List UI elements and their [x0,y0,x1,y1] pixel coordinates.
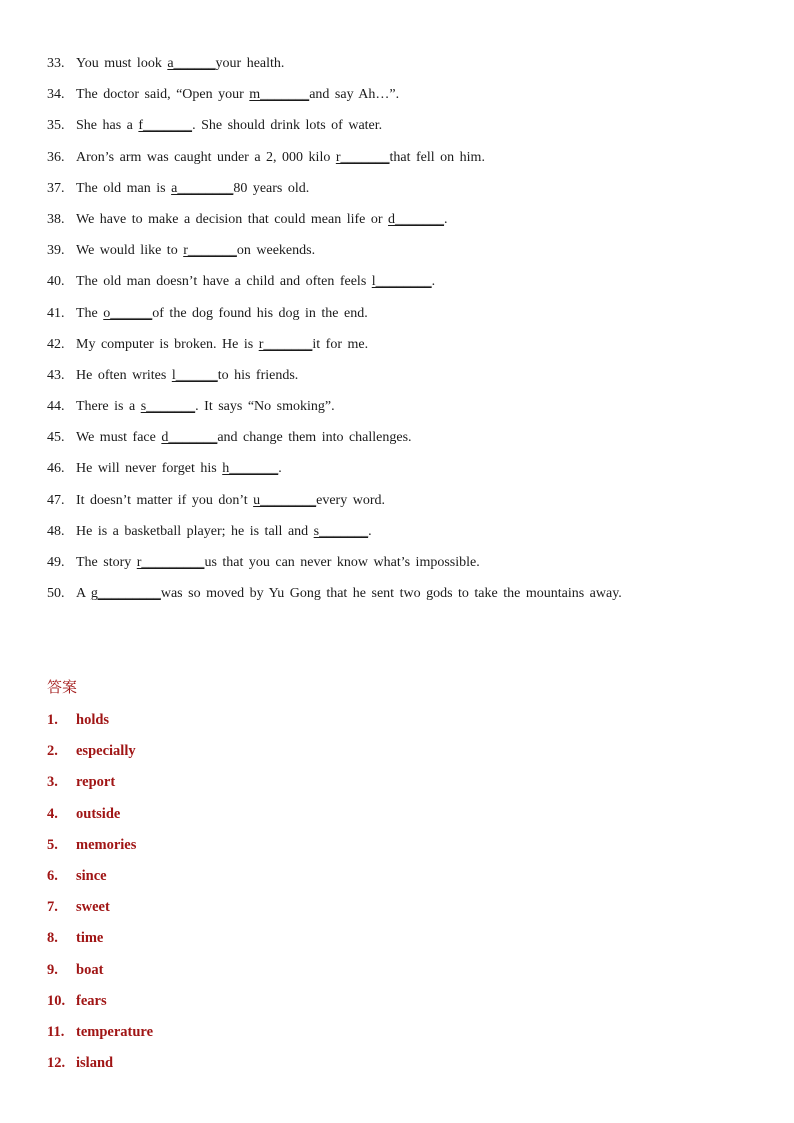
question-text-segment: The old man doesn’t have a child and often feels [76,274,372,290]
fill-in-blank: u________ [253,492,317,508]
answer-row [47,928,153,959]
question-text-segment: your health. [215,56,285,71]
question-number: 50. [47,586,65,602]
question-text-segment: We must face [76,430,162,446]
answer-number: 8. [47,930,58,947]
question-text-segment: it for me. [312,336,369,352]
question-text-segment: and change them into challenges. [217,430,412,446]
question-text-segment: . [368,523,372,539]
question-row [47,272,767,303]
answer-text: memories [76,836,137,853]
question-text-segment: There is a [76,399,141,415]
answer-number: 4. [47,805,58,822]
question-text-segment: . [444,211,448,227]
answer-row [47,741,153,772]
answer-number: 5. [47,836,58,853]
answer-text: temperature [76,1023,154,1040]
answer-text: time [76,930,104,947]
question-text-segment: was so moved by Yu Gong that he sent two gods to take the mountains away. [160,586,622,602]
question-text-segment: He is a basketball player; he is tall and [76,523,314,539]
question-text-segment: to his friends. [217,367,299,383]
question-row [47,241,767,272]
answer-row [47,804,153,835]
fill-in-blank: r_______ [183,243,237,259]
question-text-segment: He will never forget his [76,461,223,477]
question-row [47,54,767,85]
answer-number: 12. [47,1055,66,1072]
answer-row [47,710,153,741]
fill-in-blank: s_______ [140,399,196,415]
question-text-segment: She has a [76,118,139,134]
question-number: 40. [47,274,65,290]
question-row [47,85,767,116]
question-text-segment: The doctor said, “Open your [76,87,250,103]
question-text [76,116,382,136]
question-text [76,179,309,199]
question-row [47,366,767,397]
question-text [76,335,368,355]
fill-in-blank: g_________ [90,586,161,602]
answer-number: 10. [47,992,66,1009]
answer-row [47,835,153,866]
question-number: 48. [47,523,65,539]
question-row [47,522,767,553]
answers-heading: 答案 [47,678,78,696]
question-text-segment: . It says “No smoking”. [195,399,335,415]
question-text-segment: every word. [316,492,385,508]
question-text-segment: Aron’s arm was caught under a 2, 000 kilo [76,149,336,165]
question-text-segment: We would like to [76,243,184,259]
question-number: 33. [47,56,65,71]
question-text-segment: of the dog found his dog in the end. [152,305,368,321]
question-text [76,304,368,324]
question-text [76,491,385,511]
answer-text: island [76,1055,114,1072]
answer-number: 1. [47,712,58,728]
question-row [47,459,767,490]
question-row [47,210,767,241]
question-row [47,553,767,584]
answer-row [47,866,153,897]
question-row [47,148,767,179]
fill-in-blank: o______ [103,305,153,321]
question-number: 39. [47,243,65,259]
question-text-segment: that fell on him. [389,149,485,165]
answer-row [47,1053,153,1084]
fill-in-blank: m_______ [249,87,310,103]
question-text-segment: . [278,461,282,477]
answer-text: holds [76,712,110,728]
fill-in-blank: l________ [371,274,432,290]
question-text-segment: on weekends. [236,243,316,259]
question-text-segment: . She should drink lots of water. [192,118,383,134]
answer-text: boat [76,961,104,978]
question-text [76,397,335,417]
question-number: 35. [47,118,65,134]
fill-in-blank: l______ [171,367,218,383]
answer-text: report [76,774,116,791]
question-text [76,366,298,386]
question-number: 43. [47,367,65,383]
question-number: 41. [47,305,65,321]
answer-list [47,710,153,1084]
question-row [47,335,767,366]
answer-number: 7. [47,899,58,916]
answer-row [47,960,153,991]
answer-row [47,897,153,928]
question-text-segment: and say Ah…”. [309,87,400,103]
question-row [47,304,767,335]
question-text [76,459,282,479]
question-text [76,584,622,604]
question-text-segment: The [76,305,104,321]
answer-text: fears [76,992,107,1009]
fill-in-blank: s_______ [313,523,369,539]
fill-in-blank: h_______ [222,461,279,477]
question-text-segment: It doesn’t matter if you don’t [76,492,254,508]
question-text-segment: The story [76,555,137,570]
question-text-segment: The old man is [76,180,172,196]
question-number: 45. [47,430,65,446]
question-number: 44. [47,399,65,415]
question-number: 42. [47,336,65,352]
answer-number: 2. [47,743,58,760]
fill-in-blank: a________ [171,180,234,196]
question-number: 49. [47,555,65,570]
question-row [47,397,767,428]
question-number: 37. [47,180,65,196]
question-text-segment: . [431,274,436,290]
question-text-segment: He often writes [76,367,172,383]
answer-row [47,772,153,803]
question-number: 34. [47,87,65,103]
answer-text: since [76,867,107,884]
question-text-segment: My computer is broken. He is [76,336,259,352]
question-number: 38. [47,211,65,227]
answer-text: especially [76,743,136,760]
fill-in-blank: d_______ [161,430,218,446]
answer-row [47,1022,153,1053]
answer-text: outside [76,805,121,822]
question-text-segment: You must look [76,56,168,71]
question-text-segment: 80 years old. [233,180,310,196]
question-text-segment: We have to make a decision that could mean life or [76,211,389,227]
question-row [47,116,767,147]
question-text [76,241,315,261]
question-text [76,272,435,292]
question-row [47,179,767,210]
question-list [47,54,767,615]
question-text [76,210,448,230]
answer-row [47,991,153,1022]
question-text [76,54,284,74]
question-row [47,491,767,522]
question-row [47,428,767,459]
fill-in-blank: a______ [167,56,216,71]
fill-in-blank: f_______ [138,118,193,134]
answer-text: sweet [76,899,110,916]
question-number: 36. [47,149,65,165]
answer-number: 11. [47,1023,65,1040]
question-text [76,148,485,168]
question-text-segment: A [76,586,91,602]
question-row [47,584,767,615]
question-text [76,522,372,542]
question-number: 46. [47,461,65,477]
answer-number: 9. [47,961,58,978]
question-text [76,428,412,448]
fill-in-blank: r_______ [258,336,313,352]
fill-in-blank: r_______ [335,149,390,165]
answer-number: 6. [47,867,58,884]
question-text-segment: us that you can never know what’s impossible. [204,555,480,570]
fill-in-blank: d_______ [388,211,445,227]
question-text [76,553,480,573]
question-number: 47. [47,492,65,508]
fill-in-blank: r_________ [136,555,205,570]
answer-number: 3. [47,774,58,791]
question-text [76,85,399,105]
